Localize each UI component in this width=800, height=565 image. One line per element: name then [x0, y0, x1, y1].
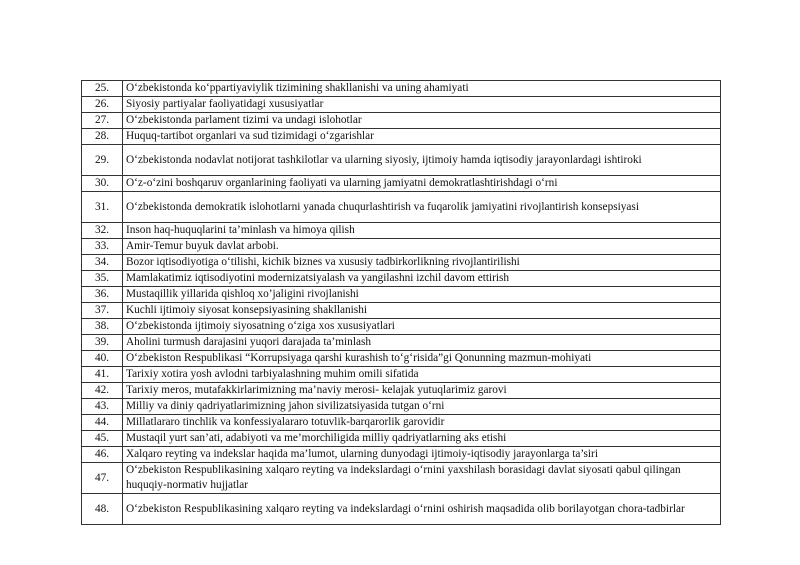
row-topic: Aholini turmush darajasini yuqori darajada ta’minlash: [123, 335, 721, 351]
row-topic: Millatlararo tinchlik va konfessiyalararo totuvlik-barqarorlik garovidir: [123, 415, 721, 431]
row-topic: Mamlakatimiz iqtisodiyotini modernizatsiyalash va yangilashni izchil davom ettirish: [123, 271, 721, 287]
row-topic: O‘zbekistonda nodavlat notijorat tashkilotlar va ularning siyosiy, ijtimoiy hamda iqtisodiy jarayonlardagi ishtiroki: [123, 145, 721, 176]
table-row: [82, 239, 721, 255]
row-number: 48.: [82, 494, 123, 525]
row-topic: Bozor iqtisodiyotiga o‘tilishi, kichik biznes va xususiy tadbirkorlikning rivojlantirilishi: [123, 255, 721, 271]
row-topic: O‘zbekiston Respublikasi “Korrupsiyaga qarshi kurashish to‘g‘risida”gi Qonunning mazmun-mohiyati: [123, 351, 721, 367]
row-number: 29.: [82, 145, 123, 176]
table-row: [82, 399, 721, 415]
row-number: 35.: [82, 271, 123, 287]
row-topic: Tarixiy xotira yosh avlodni tarbiyalashning muhim omili sifatida: [123, 367, 721, 383]
row-number: 26.: [82, 97, 123, 113]
row-number: 41.: [82, 367, 123, 383]
row-number: 34.: [82, 255, 123, 271]
row-number: 43.: [82, 399, 123, 415]
table-row: [82, 367, 721, 383]
table-row: [82, 319, 721, 335]
table-row: [82, 255, 721, 271]
table-row: [82, 192, 721, 223]
row-topic: O‘zbekistonda parlament tizimi va undagi islohotlar: [123, 113, 721, 129]
row-topic: Inson haq-huquqlarini ta’minlash va himoya qilish: [123, 223, 721, 239]
table-row: [82, 113, 721, 129]
topics-table: [81, 80, 721, 525]
row-number: 28.: [82, 129, 123, 145]
row-number: 47.: [82, 463, 123, 494]
row-number: 25.: [82, 81, 123, 97]
row-topic: Huquq-tartibot organlari va sud tizimidagi o‘zgarishlar: [123, 129, 721, 145]
row-topic: Tarixiy meros, mutafakkirlarimizning ma’naviy merosi- kelajak yutuqlarimiz garovi: [123, 383, 721, 399]
table-row: [82, 351, 721, 367]
row-topic: O‘z-o‘zini boshqaruv organlarining faoliyati va ularning jamiyatni demokratlashtirishdagi o‘rni: [123, 176, 721, 192]
row-topic: Amir-Temur buyuk davlat arbobi.: [123, 239, 721, 255]
table-row: [82, 176, 721, 192]
row-number: 40.: [82, 351, 123, 367]
row-number: 27.: [82, 113, 123, 129]
table-row: [82, 463, 721, 494]
table-row: [82, 271, 721, 287]
row-topic: Milliy va diniy qadriyatlarimizning jahon sivilizatsiyasida tutgan o‘rni: [123, 399, 721, 415]
row-number: 32.: [82, 223, 123, 239]
row-number: 39.: [82, 335, 123, 351]
row-topic: O‘zbekistonda demokratik islohotlarni yanada chuqurlashtirish va fuqarolik jamiyatini rivojlantirish konsepsiyasi: [123, 192, 721, 223]
table-row: [82, 223, 721, 239]
row-number: 31.: [82, 192, 123, 223]
row-number: 46.: [82, 447, 123, 463]
row-topic: Mustaqil yurt san’ati, adabiyoti va me’morchiligida milliy qadriyatlarning aks etishi: [123, 431, 721, 447]
row-topic: O‘zbekiston Respublikasining xalqaro reyting va indekslardagi o‘rnini oshirish maqsadida olib borilayotgan chora-tadbirlar: [123, 494, 721, 525]
table-row: [82, 129, 721, 145]
row-number: 45.: [82, 431, 123, 447]
row-topic: Mustaqillik yillarida qishloq xo’jaligini rivojlanishi: [123, 287, 721, 303]
table-row: [82, 145, 721, 176]
table-row: [82, 431, 721, 447]
row-topic: Xalqaro reyting va indekslar haqida ma’lumot, ularning dunyodagi ijtimoiy-iqtisodiy jarayonlarga ta’siri: [123, 447, 721, 463]
row-topic: O‘zbekiston Respublikasining xalqaro reyting va indekslardagi o‘rnini yaxshilash borasidagi davlat siyosati qabul qilingan huquqiy-normativ hujjatlar: [123, 463, 721, 494]
table-row: [82, 97, 721, 113]
table-row: [82, 81, 721, 97]
row-topic: O‘zbekistonda ijtimoiy siyosatning o‘ziga xos xususiyatlari: [123, 319, 721, 335]
row-number: 30.: [82, 176, 123, 192]
row-topic: Siyosiy partiyalar faoliyatidagi xususiyatlar: [123, 97, 721, 113]
table-row: [82, 494, 721, 525]
row-number: 36.: [82, 287, 123, 303]
row-number: 33.: [82, 239, 123, 255]
row-topic: O‘zbekistonda ko‘ppartiyaviylik tizimining shakllanishi va uning ahamiyati: [123, 81, 721, 97]
table-row: [82, 383, 721, 399]
table-row: [82, 335, 721, 351]
table-row: [82, 447, 721, 463]
row-number: 37.: [82, 303, 123, 319]
table-row: [82, 415, 721, 431]
row-topic: Kuchli ijtimoiy siyosat konsepsiyasining shakllanishi: [123, 303, 721, 319]
row-number: 42.: [82, 383, 123, 399]
table-row: [82, 287, 721, 303]
row-number: 38.: [82, 319, 123, 335]
row-number: 44.: [82, 415, 123, 431]
table-row: [82, 303, 721, 319]
